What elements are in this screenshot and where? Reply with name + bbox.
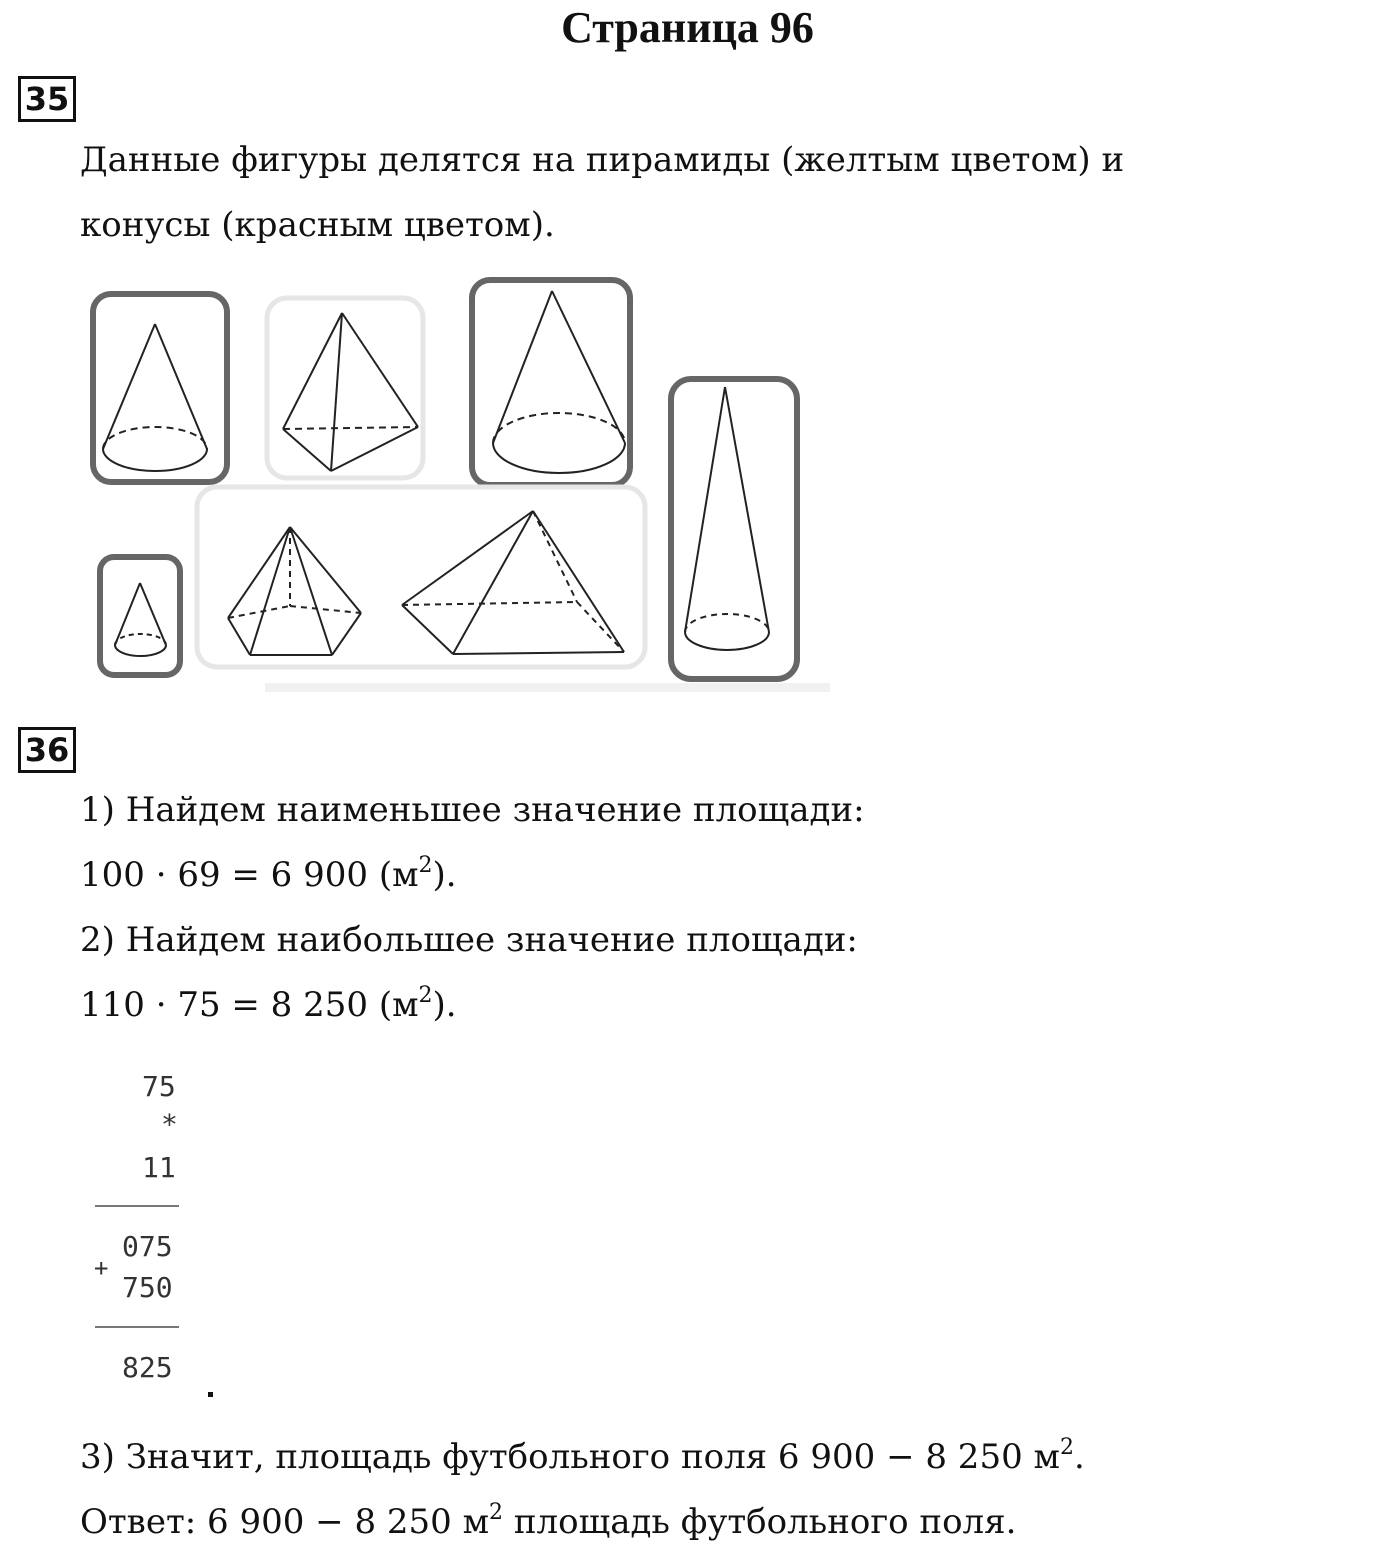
column-multiplier: 11 [142, 1151, 176, 1184]
task36-calc1: 100 · 69 = 6 900 $(м^2)$. [80, 853, 457, 895]
task-number-36: 36 [18, 727, 76, 773]
column-partial-1: 075 [122, 1230, 173, 1263]
cone-3 [685, 387, 769, 650]
pyramid-1 [283, 313, 418, 471]
pyramid-frame-1 [267, 298, 423, 478]
column-end-dot [208, 1392, 213, 1397]
task36-step3: 3) Значит, площадь футбольного поля 6 900 − 8 250 $м^2$. [80, 1435, 1085, 1477]
cone-small [115, 583, 166, 656]
task36-answer: Ответ: 6 900 − 8 250 $м^2$ площадь футбольного поля. [80, 1500, 1017, 1542]
pyramid-2 [228, 527, 361, 655]
figures-illustration [80, 275, 850, 700]
pyramid-3 [402, 511, 624, 654]
task36-calc2: 110 · 75 = 8 250 $(м^2)$. [80, 983, 457, 1025]
column-rule-2 [95, 1326, 179, 1328]
cone-frame-2 [472, 280, 630, 485]
cone-1 [103, 324, 207, 471]
task35-text-line1: Данные фигуры делятся на пирамиды (желтым цветом) и [80, 140, 1125, 180]
cone-2 [493, 291, 625, 473]
column-operator: * [161, 1108, 178, 1141]
cone-frame-3 [671, 379, 797, 679]
page-title: Страница 96 [561, 3, 814, 52]
column-plus: + [94, 1254, 109, 1282]
column-rule-1 [95, 1205, 179, 1207]
cone-frame-small [100, 557, 180, 675]
task-number-35: 35 [18, 76, 76, 122]
task36-step1: 1) Найдем наименьшее значение площади: [80, 790, 865, 830]
pyramid-frame-2 [197, 487, 645, 667]
column-multiplicand: 75 [142, 1070, 176, 1103]
column-result: 825 [122, 1351, 173, 1384]
task36-step2: 2) Найдем наибольшее значение площади: [80, 920, 858, 960]
task35-text-line2: конусы (красным цветом). [80, 205, 555, 245]
column-partial-2: 750 [122, 1271, 173, 1304]
